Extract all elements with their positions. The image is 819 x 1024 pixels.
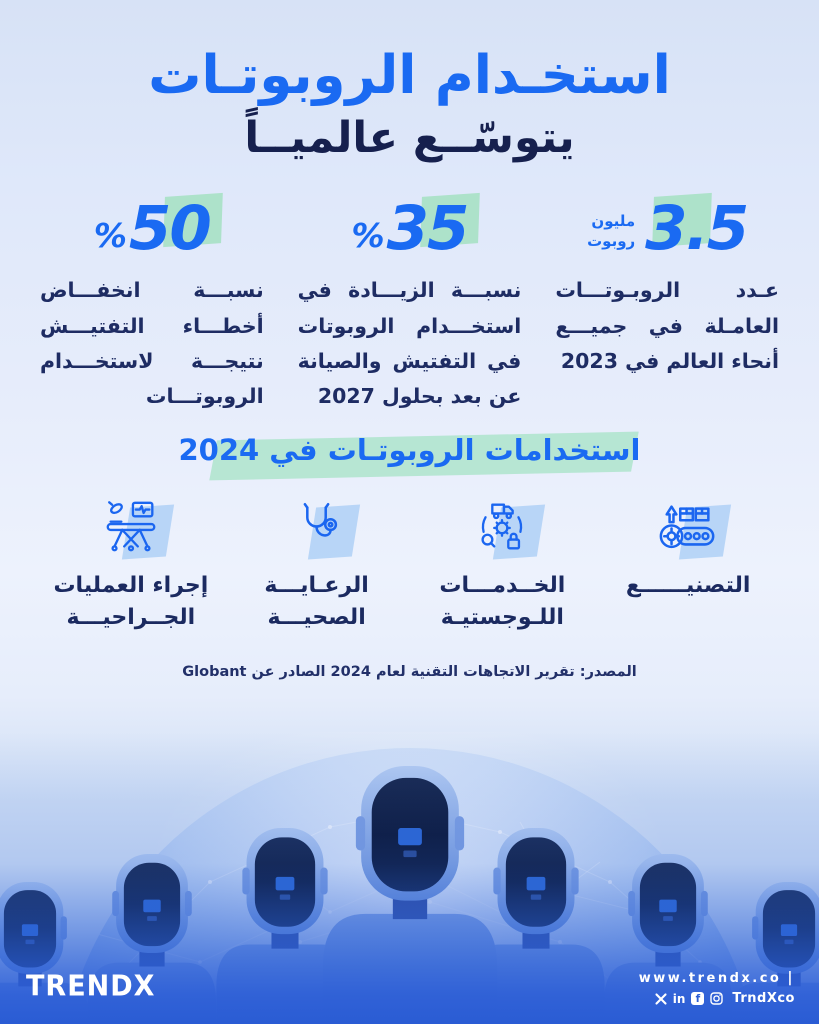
surgery-table-icon [100,496,162,558]
logistics-icon [471,496,533,558]
x-icon[interactable] [655,993,667,1005]
use-label: الرعـايـــة الصحيـــة [264,573,369,631]
stat-value: 35 [386,192,468,264]
website-url[interactable]: www.trendx.co [638,970,782,986]
trendx-logo: TRENDX [26,970,156,1003]
stat-number [34,191,270,265]
stat-number [549,191,785,265]
stat-description: نسبـــة الزيـــادة في استخـــدام الروبوتات في التفتيش والصيانة عن بعد بحلول 2027 [297,278,522,409]
use-label: التصنيــــــع [625,573,751,599]
footer-contact [639,970,795,1006]
stat-description: عـدد الروبـوتـــات العامـلة في جميـــع أنحاء العالم في 2023 [555,278,779,373]
use-label: الخــدمـــات اللـوجستيـة [439,573,566,631]
uses-row [0,496,819,634]
use-logistics [410,496,596,634]
percent-sign: % [351,215,385,255]
stat-number [292,191,528,265]
divider: | [787,970,795,986]
stat-increase-2027 [292,191,528,414]
stat-description: نسبـــة انخفـــاض أخطـــاء التفتيـــش نتيجـــة لاستخـــدام الروبوتـــات [39,278,264,409]
stat-robots-2023 [549,191,785,414]
use-healthcare [224,496,410,634]
header [0,0,819,165]
source-note: المصدر: تقرير الاتجاهات التقنية لعام 2024 الصادر عن Globant [182,664,637,681]
linkedin-icon[interactable]: in [672,991,686,1006]
use-surgery [38,496,224,634]
social-handle[interactable]: TrndXco [732,991,795,1006]
stethoscope-icon [286,496,348,558]
uses-section-header [0,430,819,482]
stat-unit: مليون روبوت [587,212,636,251]
page-title: استخـدام الروبوتـات [148,45,671,106]
instagram-icon[interactable] [710,992,723,1005]
factory-conveyor-icon [657,496,719,558]
percent-sign: % [93,215,127,255]
stats-row [0,191,819,414]
stat-value: 50 [128,192,210,264]
facebook-icon[interactable]: f [691,992,704,1005]
page-subtitle: يتوسّــع عالميــاً [244,112,575,163]
use-manufacturing [595,496,781,634]
stat-error-reduction [34,191,270,414]
uses-heading: استخدامات الروبوتـات في 2024 [178,433,641,468]
use-label: إجراء العمليات الجــراحيـــة [53,573,209,631]
stat-value: 3.5 [645,192,748,264]
